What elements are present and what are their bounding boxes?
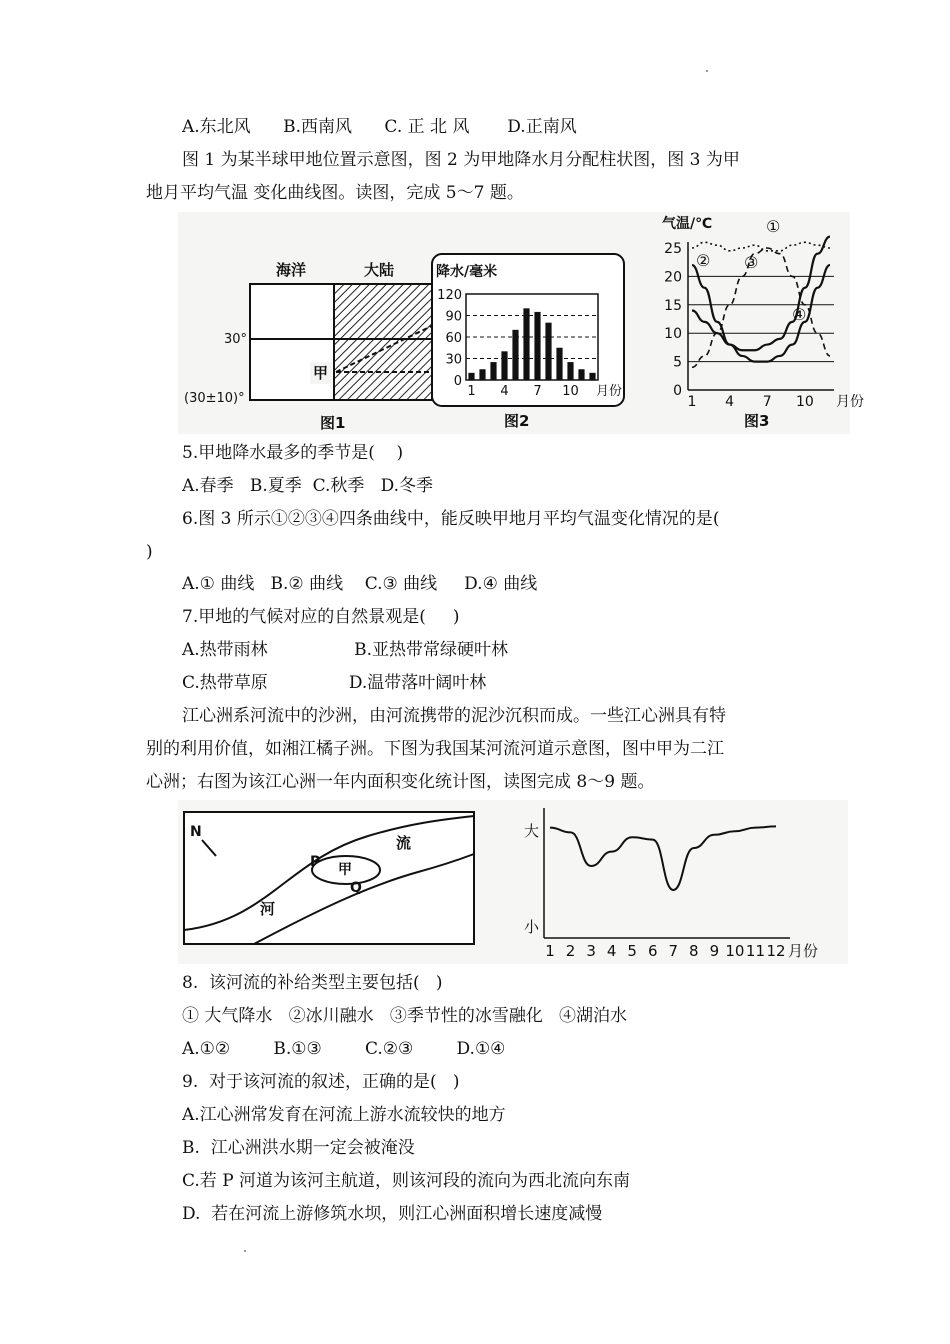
q4-options: A.东北风 B.西南风 C. 正 北 风 D.正南风 bbox=[182, 117, 577, 137]
fig2-bar bbox=[589, 373, 595, 380]
fig5-xtick-label: 1 bbox=[545, 942, 555, 960]
q8-items: ① 大气降水 ②冰川融水 ③季节性的冰雪融化 ④湖泊水 bbox=[182, 1006, 628, 1026]
q9-option-c: C.若 P 河道为该河主航道，则该河段的流向为西北流向东南 bbox=[182, 1171, 631, 1191]
fig1-land-label: 大陆 bbox=[364, 261, 395, 279]
fig3-xtick-label: 7 bbox=[762, 394, 772, 410]
fig2-ytick-label: 0 bbox=[453, 374, 462, 389]
fig3-xunit-label: 月份 bbox=[836, 394, 864, 410]
fig3-ytick-label: 10 bbox=[664, 326, 682, 343]
fig2-caption: 图2 bbox=[504, 412, 530, 430]
area-small-label: 小 bbox=[524, 918, 540, 936]
fig2-bar bbox=[479, 369, 485, 380]
figure-river-group bbox=[178, 800, 848, 964]
fig2-bar bbox=[567, 362, 573, 380]
fig3-series-line bbox=[692, 242, 830, 251]
q9: 9. 对于该河流的叙述，正确的是( ) bbox=[182, 1072, 460, 1092]
intro2-line-3: 心洲；右图为该江心洲一年内面积变化统计图，读图完成 8～9 题。 bbox=[146, 772, 655, 792]
q7: 7.甲地的气候对应的自然景观是( ) bbox=[182, 607, 460, 627]
fig5-xtick-label: 8 bbox=[689, 942, 699, 960]
fig1-place-label: 甲 bbox=[313, 364, 329, 382]
fig2-xtick-label: 10 bbox=[562, 384, 579, 399]
fig2-bar bbox=[501, 351, 507, 380]
q8: 8. 该河流的补给类型主要包括( ) bbox=[182, 973, 443, 993]
q8-options: A.①② B.①③ C.②③ D.①④ bbox=[182, 1039, 506, 1059]
fig2-bar bbox=[523, 308, 529, 380]
fig3-xtick-label: 10 bbox=[795, 394, 814, 410]
fig2-xtick-label: 4 bbox=[500, 384, 509, 399]
fig5-xunit-label: 月份 bbox=[788, 942, 819, 960]
fig5-xtick-label: 12 bbox=[766, 942, 786, 960]
fig2-xtick-label: 7 bbox=[533, 384, 542, 399]
fig5-xtick-label: 3 bbox=[586, 942, 596, 960]
fig2-precip-chart bbox=[432, 254, 624, 430]
fig5-xtick-label: 7 bbox=[668, 942, 679, 960]
scan-speck bbox=[244, 1250, 246, 1252]
fig1-ocean-label: 海洋 bbox=[276, 261, 307, 279]
fig3-temp-chart bbox=[662, 215, 864, 430]
fig3-curve-label-4: ④ bbox=[792, 305, 807, 324]
fig1-latband-label: (30±10)° bbox=[184, 391, 245, 406]
fig3-ytick-label: 25 bbox=[664, 241, 682, 257]
fig2-ylabel: 降水/毫米 bbox=[436, 264, 498, 280]
figure-climate-group bbox=[178, 212, 864, 434]
fig3-xtick-label: 1 bbox=[687, 394, 697, 410]
intro2-line-1: 江心洲系河流中的沙洲，由河流携带的泥沙沉积而成。一些江心洲具有特 bbox=[182, 706, 726, 726]
fig3-ytick-label: 5 bbox=[673, 354, 682, 371]
fig5-xtick-label: 2 bbox=[565, 942, 576, 960]
fig2-bar bbox=[468, 373, 474, 380]
fig-river-map bbox=[184, 812, 474, 944]
fig1-lat30-label: 30° bbox=[224, 332, 248, 347]
fig3-ylabel: 气温/℃ bbox=[662, 216, 713, 232]
fig2-bar bbox=[512, 330, 518, 380]
q9-option-b: B. 江心洲洪水期一定会被淹没 bbox=[182, 1138, 415, 1158]
q5-options: A.春季 B.夏季 C.秋季 D.冬季 bbox=[182, 476, 434, 496]
island-label: 甲 bbox=[338, 862, 352, 878]
q6-line-1: 6.图 3 所示①②③④四条曲线中，能反映甲地月平均气温变化情况的是( bbox=[182, 509, 720, 529]
fig3-curve-label-2: ② bbox=[696, 251, 711, 270]
fig5-area-line bbox=[550, 826, 776, 890]
fig3-series-line bbox=[692, 248, 830, 367]
fig3-xtick-label: 4 bbox=[725, 394, 735, 410]
q7-options-1: A.热带雨林 B.亚热带常绿硬叶林 bbox=[182, 640, 509, 660]
fig3-ytick-label: 15 bbox=[664, 297, 682, 314]
intro1-line-1: 图 1 为某半球甲地位置示意图，图 2 为甲地降水月分配柱状图，图 3 为甲 bbox=[182, 150, 740, 170]
fig-area-chart bbox=[524, 808, 818, 960]
fig5-xtick-label: 9 bbox=[709, 942, 720, 960]
fig2-bar bbox=[556, 348, 562, 380]
fig3-curve-label-3: ③ bbox=[744, 253, 759, 272]
q6-line-2: ) bbox=[146, 542, 153, 562]
fig2-ytick-label: 60 bbox=[445, 331, 462, 346]
q7-options-2: C.热带草原 D.温带落叶阔叶林 bbox=[182, 673, 487, 693]
q5: 5.甲地降水最多的季节是( ) bbox=[182, 443, 404, 463]
area-big-label: 大 bbox=[524, 822, 540, 840]
fig3-caption: 图3 bbox=[744, 412, 770, 430]
fig5-xtick-label: 10 bbox=[725, 942, 745, 960]
fig1-location-map bbox=[184, 261, 440, 432]
fig3-ytick-label: 20 bbox=[664, 269, 682, 286]
p-label: P bbox=[310, 854, 321, 870]
river-label-2: 河 bbox=[260, 900, 276, 918]
river-label-1: 流 bbox=[396, 834, 412, 852]
fig5-xtick-label: 6 bbox=[647, 942, 658, 960]
q-label: Q bbox=[350, 880, 362, 896]
fig2-bar bbox=[578, 369, 584, 380]
q9-option-a: A.江心洲常发育在河流上游水流较快的地方 bbox=[182, 1105, 506, 1125]
fig2-xtick-label: 1 bbox=[467, 384, 476, 399]
fig1-caption: 图1 bbox=[320, 414, 346, 432]
north-label: N bbox=[190, 824, 202, 840]
fig3-ytick-label: 0 bbox=[673, 383, 682, 399]
fig2-ytick-label: 30 bbox=[445, 352, 462, 368]
q6-options: A.① 曲线 B.② 曲线 C.③ 曲线 D.④ 曲线 bbox=[182, 574, 538, 594]
scan-speck bbox=[706, 70, 708, 72]
fig2-ytick-label: 90 bbox=[445, 309, 462, 325]
fig5-xtick-label: 5 bbox=[627, 942, 637, 960]
intro1-line-2: 地月平均气温 变化曲线图。读图，完成 5～7 题。 bbox=[146, 183, 524, 203]
q9-option-d: D. 若在河流上游修筑水坝，则江心洲面积增长速度减慢 bbox=[182, 1204, 603, 1224]
fig2-bar bbox=[490, 362, 496, 380]
fig3-curve-label-1: ① bbox=[766, 217, 781, 236]
fig2-bar bbox=[545, 323, 551, 380]
fig2-bar bbox=[534, 312, 540, 380]
intro2-line-2: 别的利用价值，如湘江橘子洲。下图为我国某河流河道示意图，图中甲为二江 bbox=[146, 739, 724, 759]
fig5-xtick-label: 4 bbox=[606, 942, 617, 960]
fig2-xunit-label: 月份 bbox=[596, 384, 623, 399]
fig5-xtick-label: 11 bbox=[745, 942, 766, 960]
fig2-ytick-label: 120 bbox=[437, 288, 462, 303]
